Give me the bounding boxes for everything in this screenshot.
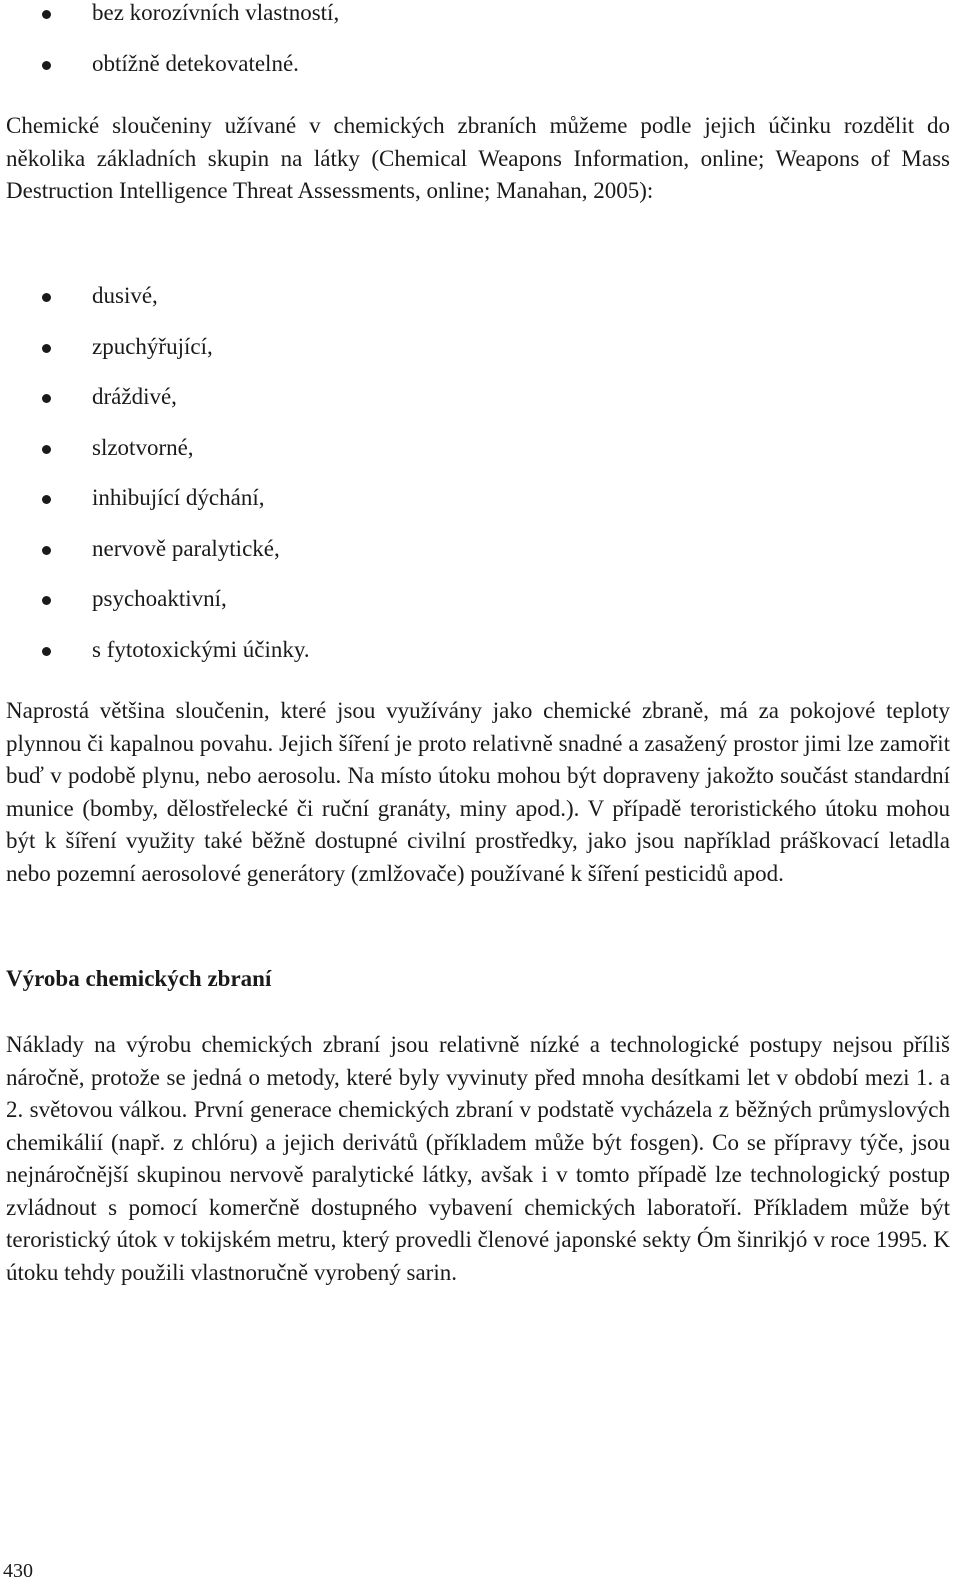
intro-paragraph: Chemické sloučeniny užívané v chemických zbraních můžeme podle jejich účinku rozdělit do několika základních skupin na látky (Chemical Weapons Information, online; Weapons of Mass Destruction Intelligence Threat Assessments, online; Manahan, 2005): — [6, 113, 950, 203]
bullet-icon — [42, 647, 51, 656]
list-item — [6, 485, 950, 536]
agent-category-list — [6, 283, 950, 687]
bullet-icon — [42, 394, 51, 403]
production-paragraph: Náklady na výrobu chemických zbraní jsou relativně nízké a technologické postupy nejsou příliš náročně, protože se jedná o metody, které byly vyvinuty před mnoha desítkami let v období mezi 1. a 2. světovou válkou. První generace chemických zbraní v podstatě vycházela z běžných průmyslových chemikálií (např. z chlóru) a jejich derivátů (příkladem může být fosgen). Co se přípravy týče, jsou nejnáročnější skupinou nervově paralytické látky, avšak i v tomto případě lze technologický postup zvládnout s pomocí komerčně dostupného vybavení chemických laboratoří. Příkladem může být teroristický útok v tokijském metru, který provedli členové japonské sekty Óm šinrikjó v roce 1995. K útoku tehdy použili vlastnoručně vyrobený sarin. — [6, 1032, 950, 1285]
list-item — [6, 435, 950, 486]
list-item — [6, 536, 950, 587]
bullet-icon — [42, 546, 51, 555]
list-item-text: psychoaktivní, — [92, 586, 227, 611]
list-item — [6, 51, 950, 102]
list-item — [6, 384, 950, 435]
bullet-icon — [42, 495, 51, 504]
list-item-text: dráždivé, — [92, 384, 177, 409]
list-item-text: inhibující dýchání, — [92, 485, 265, 510]
list-item — [6, 586, 950, 637]
list-item-text: slzotvorné, — [92, 434, 194, 460]
state-paragraph: Naprostá většina sloučenin, které jsou využívány jako chemické zbraně, má za pokojové teploty plynnou či kapalnou povahu. Jejich šíření je proto relativně snadné a zasažený prostor jimi lze zamořit buď v podobě plynu, nebo aerosolu. Na místo útoku mohou být dopraveny jakožto součást standardní munice (bomby, dělostřelecké či ruční granáty, miny apod.). V případě teroristického útoku mohou být k šíření využity také běžně dostupné civilní prostředky, jako jsou například práškovací letadla nebo pozemní aerosolové generátory (zmlžovače) používané k šíření pesticidů apod. — [6, 698, 950, 886]
list-item — [6, 637, 950, 688]
list-item-text: zpuchýřující, — [92, 333, 213, 359]
bullet-icon — [42, 293, 51, 302]
bullet-icon — [42, 61, 51, 70]
list-item-text: s fytotoxickými účinky. — [92, 636, 310, 662]
list-item-text: obtížně detekovatelné. — [92, 50, 299, 76]
list-item-text: nervově paralytické, — [92, 535, 280, 561]
bullet-icon — [42, 445, 51, 454]
section-heading: Výroba chemických zbraní — [6, 966, 272, 991]
list-item-text: dusivé, — [92, 283, 158, 308]
list-item-text: bez korozívních vlastností, — [92, 0, 340, 25]
list-item — [6, 334, 950, 385]
list-item — [6, 283, 950, 334]
bullet-icon — [42, 10, 51, 19]
list-item — [6, 0, 950, 51]
bullet-icon — [42, 596, 51, 605]
bullet-icon — [42, 344, 51, 353]
property-list — [6, 0, 950, 101]
page-number: 430 — [3, 1560, 33, 1582]
